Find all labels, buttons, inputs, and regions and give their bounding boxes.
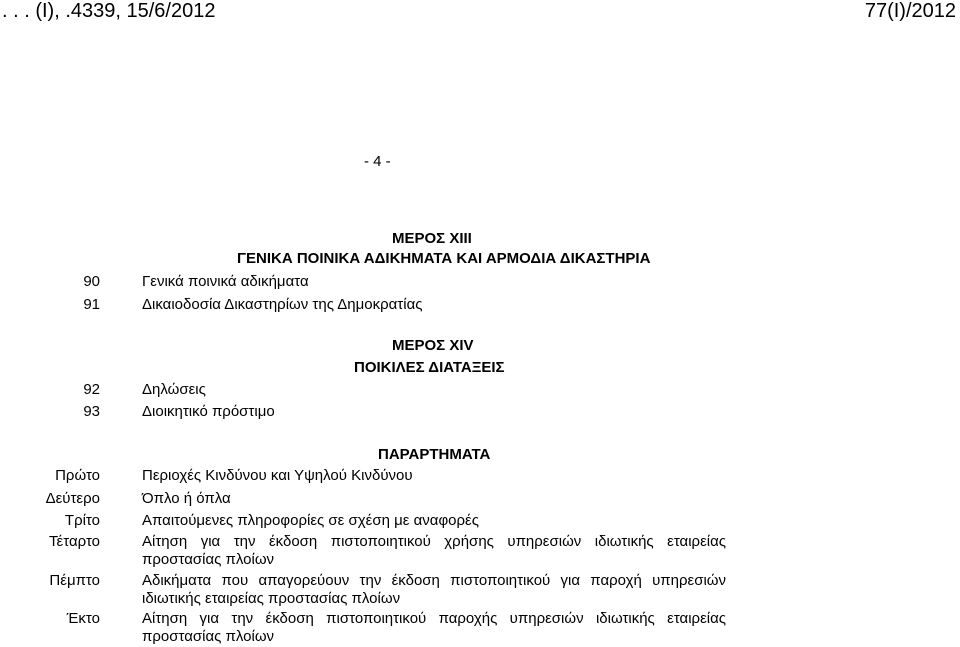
section-title: Δηλώσεις bbox=[142, 381, 206, 398]
annex-label: Τρίτο bbox=[64, 512, 100, 529]
section-title: Διοικητικό πρόστιμο bbox=[142, 403, 275, 420]
part-xiii-heading: ΜΕΡΟΣ XIII bbox=[392, 230, 472, 247]
annex-title: Αίτηση για την έκδοση πιστοποιητικού παροχής υπηρεσιών ιδιωτικής εταιρείας προστασίας πλοίων bbox=[142, 610, 726, 645]
annex-title: Απαιτούμενες πληροφορίες σε σχέση με αναφορές bbox=[142, 512, 479, 529]
annex-label: Έκτο bbox=[66, 610, 100, 627]
annex-title: Όπλο ή όπλα bbox=[142, 490, 231, 507]
section-number: 93 bbox=[83, 403, 100, 420]
annex-title: Αδικήματα που απαγορεύουν την έκδοση πιστοποιητικού για παροχή υπηρεσιών ιδιωτικής εταιρείας προστασίας πλοίων bbox=[142, 572, 726, 607]
annex-label: Πρώτο bbox=[55, 467, 100, 484]
part-xiv-subheading: ΠΟΙΚΙΛΕΣ ΔΙΑΤΑΞΕΙΣ bbox=[354, 359, 505, 376]
annex-title: Αίτηση για την έκδοση πιστοποιητικού χρήσης υπηρεσιών ιδιωτικής εταιρείας προστασίας πλοίων bbox=[142, 533, 726, 568]
annex-title: Περιοχές Κινδύνου και Υψηλού Κινδύνου bbox=[142, 467, 413, 484]
section-number: 92 bbox=[83, 381, 100, 398]
part-xiii-subheading: ΓΕΝΙΚΑ ΠΟΙΝΙΚΑ ΑΔΙΚΗΜΑΤΑ ΚΑΙ ΑΡΜΟΔΙΑ ΔΙΚΑΣΤΗΡΙΑ bbox=[237, 250, 651, 267]
section-title: Δικαιοδοσία Δικαστηρίων της Δημοκρατίας bbox=[142, 296, 423, 313]
page-number: - 4 - bbox=[364, 153, 391, 170]
section-number: 90 bbox=[83, 273, 100, 290]
annex-label: Πέμπτο bbox=[49, 572, 100, 589]
part-xiv-heading: ΜΕΡΟΣ XIV bbox=[392, 337, 474, 354]
annex-label: Τέταρτο bbox=[49, 533, 100, 550]
law-number: 77(Ι)/2012 bbox=[864, 0, 956, 22]
annexes-heading: ΠΑΡΑΡΤΗΜΑΤΑ bbox=[378, 446, 491, 463]
section-title: Γενικά ποινικά αδικήματα bbox=[142, 273, 309, 290]
gazette-reference: . . . (Ι), .4339, 15/6/2012 bbox=[2, 0, 216, 22]
annex-label: Δεύτερο bbox=[45, 490, 100, 507]
section-number: 91 bbox=[83, 296, 100, 313]
